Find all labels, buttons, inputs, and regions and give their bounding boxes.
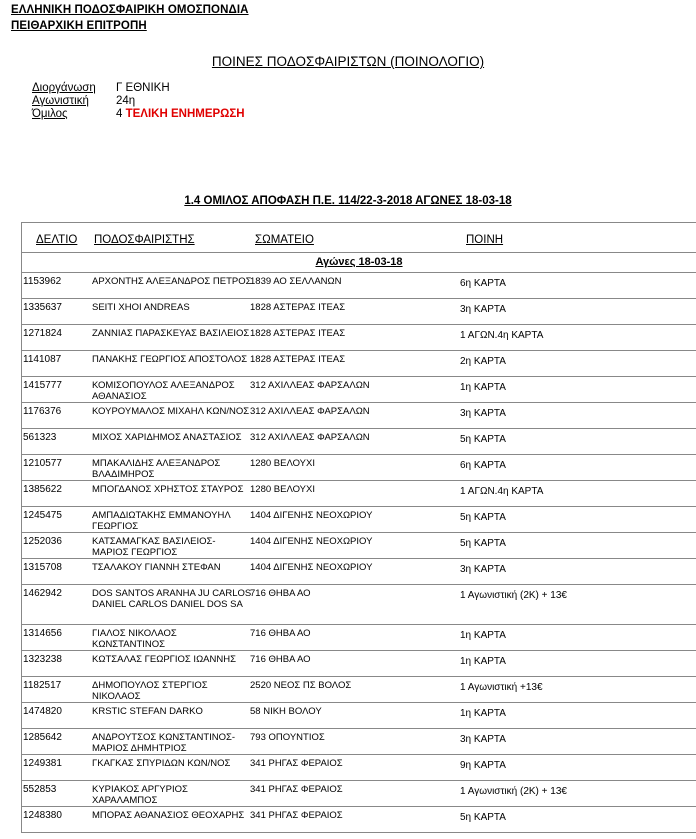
col-header-penalty: ΠΟΙΝΗ [466, 234, 504, 246]
penalty: 1 ΑΓΩΝ.4η ΚΑΡΤΑ [460, 330, 544, 341]
player-name: ΚΟΥΡΟΥΜΑΛΟΣ ΜΙΧΑΗΛ ΚΩΝ/ΝΟΣ [92, 406, 250, 417]
table-row [22, 351, 696, 377]
table-row [22, 807, 696, 833]
club-name: 1828 ΑΣΤΕΡΑΣ ΙΤΕΑΣ [250, 328, 346, 339]
table-row [22, 273, 696, 299]
table-row [22, 481, 696, 507]
club-name: 2520 ΝΕΟΣ ΠΣ ΒΟΛΟΣ [250, 680, 352, 691]
club-name: 1404 ΔΙΓΕΝΗΣ ΝΕΟΧΩΡΙΟΥ [250, 510, 373, 521]
meta-key: Διοργάνωση [32, 82, 96, 94]
penalty: 1η ΚΑΡΤΑ [460, 708, 506, 719]
player-card-id: 1210577 [23, 458, 62, 469]
player-name: ΚΩΤΣΑΛΑΣ ΓΕΩΡΓΙΟΣ ΙΩΑΝΝΗΣ [92, 654, 236, 665]
player-card-id: 1153962 [23, 276, 62, 287]
meta-value: 4 [116, 108, 123, 120]
club-name: 1280 ΒΕΛΟΥΧΙ [250, 484, 315, 495]
player-name: ΜΠΟΡΑΣ ΑΘΑΝΑΣΙΟΣ ΘΕΟΧΑΡΗΣ [92, 810, 245, 821]
player-card-id: 1182517 [23, 680, 62, 691]
club-name: 1839 ΑΟ ΣΕΛΛΑΝΩΝ [250, 276, 342, 287]
player-card-id: 1315708 [23, 562, 62, 573]
final-update-note: ΤΕΛΙΚΗ ΕΝΗΜΕΡΩΣΗ [125, 108, 245, 120]
club-name: 312 ΑΧΙΛΛΕΑΣ ΦΑΡΣΑΛΩΝ [250, 380, 370, 391]
player-card-id: 1141087 [23, 354, 62, 365]
player-name: ΚΥΡΙΑΚΟΣ ΑΡΓΥΡΙΟΣ ΧΑΡΑΛΑΜΠΟΣ [92, 784, 188, 806]
player-name: ΑΝΔΡΟΥΤΣΟΣ ΚΩΝΣΤΑΝΤΙΝΟΣ-ΜΑΡΙΟΣ ΔΗΜΗΤΡΙΟΣ [92, 732, 236, 754]
club-name: 716 ΘΗΒΑ ΑΟ [250, 628, 311, 639]
club-name: 341 ΡΗΓΑΣ ΦΕΡΑΙΟΣ [250, 784, 343, 795]
player-card-id: 1176376 [23, 406, 62, 417]
club-name: 716 ΘΗΒΑ ΑΟ [250, 654, 311, 665]
penalty: 1 Αγωνιστική (2Κ) + 13€ [460, 786, 567, 797]
club-name: 341 ΡΗΓΑΣ ΦΕΡΑΙΟΣ [250, 810, 343, 821]
penalty: 3η ΚΑΡΤΑ [460, 304, 506, 315]
player-name: ΔΗΜΟΠΟΥΛΟΣ ΣΤΕΡΓΙΟΣ ΝΙΚΟΛΑΟΣ [92, 680, 208, 702]
club-name: 1828 ΑΣΤΕΡΑΣ ΙΤΕΑΣ [250, 302, 346, 313]
document-title: ΠΟΙΝΕΣ ΠΟΔΟΣΦΑΙΡΙΣΤΩΝ (ΠΟΙΝΟΛΟΓΙΟ) [211, 54, 485, 69]
penalty: 1η ΚΑΡΤΑ [460, 656, 506, 667]
player-name: ΚΟΜΙΣΟΠΟΥΛΟΣ ΑΛΕΞΑΝΔΡΟΣ ΑΘΑΝΑΣΙΟΣ [92, 380, 235, 402]
player-name: ΠΑΝΑΚΗΣ ΓΕΩΡΓΙΟΣ ΑΠΟΣΤΟΛΟΣ [92, 354, 248, 365]
player-card-id: 1271824 [23, 328, 62, 339]
penalty: 3η ΚΑΡΤΑ [460, 564, 506, 575]
club-name: 312 ΑΧΙΛΛΕΑΣ ΦΑΡΣΑΛΩΝ [250, 432, 370, 443]
player-name: DOS SANTOS ARANHA JU CARLOS DANIEL CARLOS DANIEL DOS SA [92, 588, 252, 610]
player-name: ΜΠΑΚΑΛΙΔΗΣ ΑΛΕΞΑΝΔΡΟΣ ΒΛΑΔΙΜΗΡΟΣ [92, 458, 221, 480]
table-row [22, 377, 696, 403]
club-name: 341 ΡΗΓΑΣ ΦΕΡΑΙΟΣ [250, 758, 343, 769]
penalty: 2η ΚΑΡΤΑ [460, 356, 506, 367]
player-card-id: 552853 [23, 784, 57, 795]
table-row [22, 625, 696, 651]
table-row [22, 559, 696, 585]
club-name: 1828 ΑΣΤΕΡΑΣ ΙΤΕΑΣ [250, 354, 346, 365]
meta-key: Όμιλος [32, 108, 68, 120]
penalty: 1 ΑΓΩΝ.4η ΚΑΡΤΑ [460, 486, 544, 497]
player-card-id: 1252036 [23, 536, 62, 547]
meta-key: Αγωνιστική [32, 95, 89, 107]
table-row [22, 507, 696, 533]
table-body [22, 273, 696, 833]
player-card-id: 1474820 [23, 706, 62, 717]
table-row [22, 781, 696, 807]
player-card-id: 1462942 [23, 588, 62, 599]
player-card-id: 1285642 [23, 732, 62, 743]
table-row [22, 729, 696, 755]
club-name: 1404 ΔΙΓΕΝΗΣ ΝΕΟΧΩΡΙΟΥ [250, 562, 373, 573]
player-name: SEITI XHOI ANDREAS [92, 302, 190, 313]
meta-matchday [32, 95, 135, 109]
player-card-id: 1323238 [23, 654, 62, 665]
player-name: KRSTIC STEFAN DARKO [92, 706, 203, 717]
penalty: 6η ΚΑΡΤΑ [460, 278, 506, 289]
player-card-id: 1335637 [23, 302, 62, 313]
player-name: ΖΑΝΝΙΑΣ ΠΑΡΑΣΚΕΥΑΣ ΒΑΣΙΛΕΙΟΣ [92, 328, 250, 339]
col-header-id: ΔΕΛΤΙΟ [36, 234, 78, 246]
player-name: ΤΣΑΛΑΚΟΥ ΓΙΑΝΝΗ ΣΤΕΦΑΝ [92, 562, 221, 573]
player-card-id: 1385622 [23, 484, 62, 495]
club-name: 716 ΘΗΒΑ ΑΟ [250, 588, 311, 599]
table-row [22, 533, 696, 559]
penalty: 5η ΚΑΡΤΑ [460, 434, 506, 445]
penalty: 6η ΚΑΡΤΑ [460, 460, 506, 471]
col-header-player: ΠΟΔΟΣΦΑΙΡΙΣΤΗΣ [94, 234, 195, 246]
table-row [22, 651, 696, 677]
table-row [22, 703, 696, 729]
player-name: ΜΠΟΓΔΑΝΟΣ ΧΡΗΣΤΟΣ ΣΤΑΥΡΟΣ [92, 484, 244, 495]
penalty: 5η ΚΑΡΤΑ [460, 812, 506, 823]
meta-value: Γ ΕΘΝΙΚΗ [116, 82, 170, 94]
player-card-id: 1245475 [23, 510, 62, 521]
committee-name: ΠΕΙΘΑΡΧΙΚΗ ΕΠΙΤΡΟΠΗ [11, 20, 147, 32]
player-card-id: 561323 [23, 432, 57, 443]
col-header-club: ΣΩΜΑΤΕΙΟ [255, 234, 314, 246]
penalty: 1η ΚΑΡΤΑ [460, 630, 506, 641]
federation-name: ΕΛΛΗΝΙΚΗ ΠΟΔΟΣΦΑΙΡΙΚΗ ΟΜΟΣΠΟΝΔΙΑ [11, 4, 249, 16]
meta-group [32, 108, 245, 122]
player-card-id: 1249381 [23, 758, 62, 769]
table-row [22, 403, 696, 429]
penalty: 1η ΚΑΡΤΑ [460, 382, 506, 393]
player-card-id: 1415777 [23, 380, 62, 391]
player-name: ΑΜΠΑΔΙΩΤΑΚΗΣ ΕΜΜΑΝΟΥΗΛ ΓΕΩΡΓΙΟΣ [92, 510, 231, 532]
penalty: 9η ΚΑΡΤΑ [460, 760, 506, 771]
table-row [22, 325, 696, 351]
penalty: 5η ΚΑΡΤΑ [460, 538, 506, 549]
table-row [22, 455, 696, 481]
club-name: 312 ΑΧΙΛΛΕΑΣ ΦΑΡΣΑΛΩΝ [250, 406, 370, 417]
penalty: 3η ΚΑΡΤΑ [460, 734, 506, 745]
penalty: 3η ΚΑΡΤΑ [460, 408, 506, 419]
table-row [22, 677, 696, 703]
penalty: 1 Αγωνιστική (2Κ) + 13€ [460, 590, 567, 601]
meta-competition [32, 82, 170, 96]
penalties-table [21, 222, 696, 833]
penalty: 5η ΚΑΡΤΑ [460, 512, 506, 523]
section-title: 1.4 ΟΜΙΛΟΣ ΑΠΟΦΑΣΗ Π.Ε. 114/22-3-2018 ΑΓΩΝΕΣ 18-03-18 [184, 195, 512, 207]
meta-value: 24η [116, 95, 136, 107]
matches-subheader: Αγώνες 18-03-18 [22, 253, 696, 273]
player-name: ΓΚΑΓΚΑΣ ΣΠΥΡΙΔΩΝ ΚΩΝ/ΝΟΣ [92, 758, 231, 769]
penalty: 1 Αγωνιστική +13€ [460, 682, 543, 693]
player-name: ΑΡΧΟΝΤΗΣ ΑΛΕΞΑΝΔΡΟΣ ΠΕΤΡΟΣ [92, 276, 252, 287]
club-name: 1404 ΔΙΓΕΝΗΣ ΝΕΟΧΩΡΙΟΥ [250, 536, 373, 547]
club-name: 1280 ΒΕΛΟΥΧΙ [250, 458, 315, 469]
player-card-id: 1314656 [23, 628, 62, 639]
table-header [22, 223, 696, 253]
player-name: ΚΑΤΣΑΜΑΓΚΑΣ ΒΑΣΙΛΕΙΟΣ-ΜΑΡΙΟΣ ΓΕΩΡΓΙΟΣ [92, 536, 216, 558]
club-name: 58 ΝΙΚΗ ΒΟΛΟΥ [250, 706, 322, 717]
table-row [22, 585, 696, 625]
player-name: ΓΙΑΛΟΣ ΝΙΚΟΛΑΟΣ ΚΩΝΣΤΑΝΤΙΝΟΣ [92, 628, 177, 650]
table-row [22, 755, 696, 781]
table-row [22, 429, 696, 455]
table-row [22, 299, 696, 325]
player-card-id: 1248380 [23, 810, 62, 821]
club-name: 793 ΟΠΟΥΝΤΙΟΣ [250, 732, 325, 743]
player-name: ΜΙΧΟΣ ΧΑΡΙΔΗΜΟΣ ΑΝΑΣΤΑΣΙΟΣ [92, 432, 242, 443]
